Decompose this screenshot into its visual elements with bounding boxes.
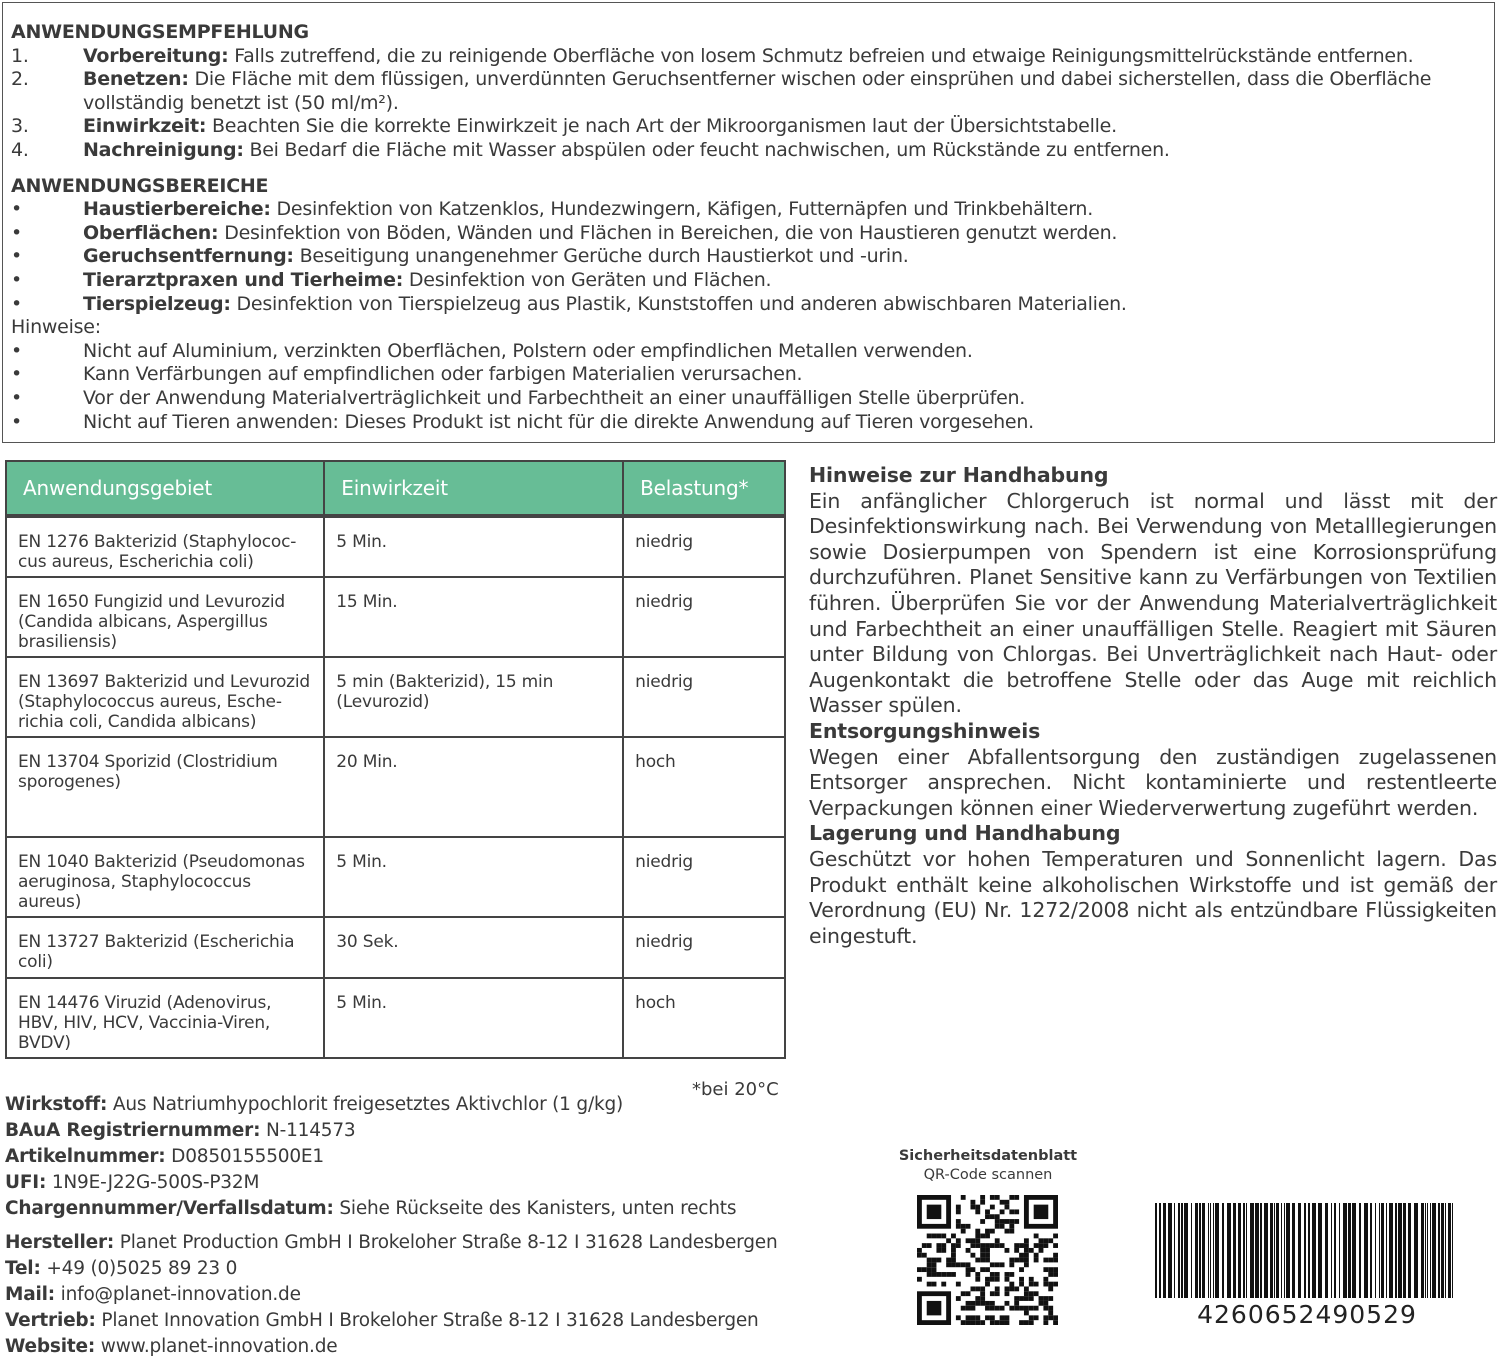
table-header-time: Einwirkzeit [324, 461, 623, 516]
cell-time [324, 516, 623, 577]
handling-title: Hinweise zur Handhabung [809, 463, 1109, 487]
area-text: Desinfektion von Geräten und Flächen. [403, 268, 772, 291]
bullet-icon: • [11, 410, 22, 433]
note-item [11, 411, 1494, 435]
area-item [11, 245, 1494, 269]
area-text: Desinfektion von Katzenklos, Hundezwingern, Käfigen, Futternäpfen und Trinkbehältern. [270, 198, 1094, 221]
cell-load: niedrig [623, 837, 785, 917]
cell-area-line: EN 1650 Fungizid und Levurozid [18, 592, 285, 612]
product-info [5, 1092, 777, 1360]
cell-load: niedrig [623, 917, 785, 978]
cell-time [324, 577, 623, 657]
bullet-icon: • [11, 386, 22, 409]
cell-area [6, 837, 324, 917]
table-row [6, 577, 785, 657]
bullet-icon: • [11, 363, 22, 386]
info-vertrieb: Vertrieb: Planet Innovation GmbH I Brokeloher Straße 8-12 I 31628 Landesbergen [5, 1310, 759, 1331]
areas-title: ANWENDUNGSBEREICHE [11, 174, 269, 197]
cell-area [6, 577, 324, 657]
table-footnote: *bei 20°C [692, 1079, 779, 1100]
usage-step [11, 139, 1494, 163]
cell-time-line: 5 Min. [336, 993, 387, 1013]
bullet-icon: • [11, 198, 22, 221]
note-text: Nicht auf Tieren anwenden: Dieses Produkt ist nicht für die direkte Anwendung auf Tieren vorgesehen. [83, 410, 1034, 433]
area-item [11, 198, 1494, 222]
usage-step [11, 45, 1494, 69]
cell-area [6, 737, 324, 837]
barcode-icon [1153, 1203, 1461, 1298]
table-row [6, 978, 785, 1058]
step-number: 3. [11, 115, 29, 138]
info-baua: BAuA Registriernummer: N-114573 [5, 1120, 356, 1141]
note-item [11, 363, 1494, 387]
cell-area-line: EN 14476 Viruzid (Adenovirus, [18, 993, 272, 1013]
bullet-icon: • [11, 268, 22, 291]
cell-area [6, 516, 324, 577]
qr-label [898, 1147, 1078, 1185]
step-text: Die Fläche mit dem flüssigen, unverdünnten Geruchsentferner wischen oder einsprühen und dabei sicherstellen, dass die Oberfläche [188, 68, 1432, 91]
cell-time [324, 737, 623, 837]
step-label: Einwirkzeit: [83, 115, 207, 138]
table-row [6, 917, 785, 978]
step-text-continued: vollständig benetzt ist (50 ml/m²). [83, 91, 399, 114]
cell-area-line: coli) [18, 952, 53, 972]
area-item [11, 222, 1494, 246]
note-text: Vor der Anwendung Materialverträglichkeit und Farbechtheit an einer unauffälligen Stelle überprüfen. [83, 386, 1026, 409]
area-label: Geruchsentfernung: [83, 245, 294, 268]
table-row [6, 657, 785, 737]
cell-time [324, 978, 623, 1058]
bullet-icon: • [11, 339, 22, 362]
area-label: Haustierbereiche: [83, 198, 271, 221]
area-label: Oberflächen: [83, 221, 219, 244]
table-row [6, 737, 785, 837]
table-row [6, 516, 785, 577]
cell-area-line: EN 13697 Bakterizid und Levurozid [18, 672, 311, 692]
efficacy-table [5, 460, 786, 1059]
cell-time-line: 5 Min. [336, 852, 387, 872]
usage-step [11, 115, 1494, 139]
cell-area-line: brasiliensis) [18, 632, 117, 652]
cell-load: hoch [623, 737, 785, 837]
step-text: Falls zutreffend, die zu reinigende Oberfläche von losem Schmutz befreien und etwaige Reinigungsmittelrückstände entfernen. [228, 44, 1414, 67]
table-header-area: Anwendungsgebiet [6, 461, 324, 516]
table-header-load: Belastung* [623, 461, 785, 516]
cell-time-line: 5 min (Bakterizid), 15 min [336, 672, 554, 692]
area-item [11, 269, 1494, 293]
bullet-icon: • [11, 245, 22, 268]
area-text: Desinfektion von Tierspielzeug aus Plastik, Kunststoffen und anderen abwischbaren Materialien. [230, 292, 1127, 315]
step-text: Bei Bedarf die Fläche mit Wasser abspülen oder feucht nachwischen, um Rückstände zu entfernen. [243, 138, 1170, 161]
cell-area [6, 657, 324, 737]
notes-title: Hinweise: [11, 316, 101, 339]
cell-time-line: 15 Min. [336, 592, 398, 612]
cell-load: hoch [623, 978, 785, 1058]
qr-subtitle: QR-Code scannen [923, 1167, 1053, 1183]
step-text: Beachten Sie die korrekte Einwirkzeit je nach Art der Mikroorganismen laut der Übersichtstabelle. [206, 115, 1117, 138]
cell-area-line: sporogenes) [18, 772, 121, 792]
area-label: Tierspielzeug: [83, 292, 231, 315]
note-item [11, 340, 1494, 364]
area-text: Beseitigung unangenehmer Gerüche durch Haustierkot und -urin. [293, 245, 909, 268]
cell-load: niedrig [623, 657, 785, 737]
storage-title: Lagerung und Handhabung [809, 821, 1121, 846]
cell-time-line: 5 Min. [336, 532, 387, 552]
cell-area-line: aeruginosa, Staphylococcus [18, 872, 251, 892]
info-ufi: UFI: 1N9E-J22G-500S-P32M [5, 1172, 260, 1193]
usage-step [11, 68, 1494, 92]
storage-text: Geschützt vor hohen Temperaturen und Sonnenlicht lagern. Das Produkt enthält keine alkoholischen Wirkstoffe und ist gemäß der Verordnung (EU) Nr. 1272/2008 nicht als entzündbare Flüssigkeiten eingestuft. [809, 846, 1497, 948]
cell-time-line: (Levurozid) [336, 692, 430, 712]
info-wirkstoff: Wirkstoff: Aus Natriumhypochlorit freigesetztes Aktivchlor (1 g/kg) [5, 1094, 624, 1115]
info-hersteller: Hersteller: Planet Production GmbH I Brokeloher Straße 8-12 I 31628 Landesbergen [5, 1232, 778, 1253]
cell-area-line: EN 13727 Bakterizid (Escherichia [18, 932, 295, 952]
cell-area-line: EN 1040 Bakterizid (Pseudomonas [18, 852, 305, 872]
info-website[interactable]: Website: www.planet-innovation.de [5, 1336, 338, 1357]
step-number: 1. [11, 44, 29, 67]
disposal-text: Wegen einer Abfallentsorgung den zuständigen zugelassenen Entsorger ansprechen. Nicht kontaminierte und restentleerte Verpackungen können einer Wiederverwertung zugeführt werden. [809, 744, 1497, 820]
info-tel: Tel: +49 (0)5025 89 23 0 [5, 1258, 238, 1279]
cell-area-line: aureus) [18, 892, 82, 912]
handling-text: Ein anfänglicher Chlorgeruch ist normal und lässt mit der Desinfektionswirkung nach. Bei Verwendung von Metalllegierungen sowie Dosierpumpen von Spendern ist eine Korrosionsprüfung durchzuführen. Planet Sensitive kann zu Verfärbungen von Textilien führen. Überprüfen Sie vor der Anwendung Materialverträglichkeit und Farbechtheit an einer unauffälligen Stelle. Reagiert mit Säuren unter Bildung von Chlorgas. Bei Unverträglichkeit nach Haut- oder Augenkontakt die betroffene Stelle oder das Auge mit reichlich Wasser spülen. [809, 488, 1497, 718]
cell-load: niedrig [623, 577, 785, 657]
info-charge: Chargennummer/Verfallsdatum: Siehe Rückseite des Kanisters, unten rechts [5, 1198, 737, 1219]
note-text: Kann Verfärbungen auf empfindlichen oder farbigen Materialien verursachen. [83, 363, 803, 386]
step-label: Vorbereitung: [83, 44, 229, 67]
cell-area-line: richia coli, Candida albicans) [18, 712, 257, 732]
qr-code-icon[interactable] [917, 1195, 1058, 1325]
area-label: Tierarztpraxen und Tierheime: [83, 268, 404, 291]
bullet-icon: • [11, 221, 22, 244]
usage-title: ANWENDUNGSEMPFEHLUNG [11, 21, 309, 43]
cell-time [324, 837, 623, 917]
info-mail[interactable]: Mail: info@planet-innovation.de [5, 1284, 301, 1305]
cell-load: niedrig [623, 516, 785, 577]
info-artikel: Artikelnummer: D0850155500E1 [5, 1146, 324, 1167]
cell-area-line: EN 13704 Sporizid (Clostridium [18, 752, 278, 772]
cell-area-line: cus aureus, Escherichia coli) [18, 552, 254, 572]
handling-section [809, 463, 1497, 949]
step-number: 2. [11, 68, 29, 91]
cell-area [6, 917, 324, 978]
note-text: Nicht auf Aluminium, verzinkten Oberflächen, Polstern oder empfindlichen Metallen verwenden. [83, 339, 973, 362]
barcode-number: 4260652490529 [1197, 1300, 1417, 1329]
areas-list [11, 198, 1494, 316]
area-item [11, 293, 1494, 317]
cell-area-line: (Staphylococcus aureus, Esche- [18, 692, 282, 712]
usage-instructions-box [2, 2, 1495, 443]
area-text: Desinfektion von Böden, Wänden und Flächen in Bereichen, die von Haustieren genutzt werden. [218, 221, 1118, 244]
step-label: Benetzen: [83, 68, 189, 91]
cell-area [6, 978, 324, 1058]
table-row [6, 837, 785, 917]
qr-title: Sicherheitsdatenblatt [898, 1148, 1078, 1164]
cell-time-line: 20 Min. [336, 752, 398, 772]
notes-list [11, 340, 1494, 434]
usage-steps [11, 45, 1494, 163]
step-number: 4. [11, 138, 29, 161]
cell-time [324, 657, 623, 737]
disposal-title: Entsorgungshinweis [809, 718, 1041, 743]
cell-area-line: (Candida albicans, Aspergillus [18, 612, 268, 632]
cell-area-line: HBV, HIV, HCV, Vaccinia-Viren, [18, 1013, 271, 1033]
cell-area-line: EN 1276 Bakterizid (Staphylococ- [18, 532, 297, 552]
step-label: Nachreinigung: [83, 138, 244, 161]
cell-time [324, 917, 623, 978]
cell-area-line: BVDV) [18, 1033, 71, 1053]
cell-time-line: 30 Sek. [336, 932, 399, 952]
bullet-icon: • [11, 292, 22, 315]
note-item [11, 387, 1494, 411]
